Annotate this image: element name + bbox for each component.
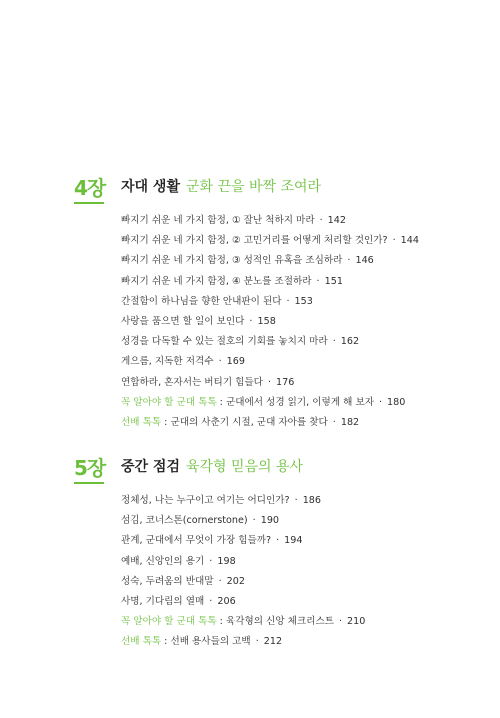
entry-page: 146	[355, 255, 374, 267]
entry-separator: ·	[316, 275, 320, 287]
toc-entry-list	[121, 211, 419, 433]
entry-page: 176	[276, 376, 295, 388]
entry-separator: ·	[218, 575, 222, 587]
toc-entry[interactable]	[121, 552, 365, 572]
entry-page: 162	[340, 336, 360, 348]
entry-separator: ·	[218, 356, 222, 368]
entry-page: 198	[217, 555, 236, 567]
chapter-title-main: 자대 생활	[121, 179, 180, 195]
toc-entry[interactable]	[121, 592, 365, 612]
toc-entry[interactable]	[121, 312, 419, 332]
entry-separator: ·	[255, 636, 259, 648]
entry-page: 206	[217, 595, 236, 607]
entry-separator: ·	[338, 616, 343, 628]
entry-separator: ·	[209, 555, 213, 567]
entry-title: 빠지기 쉬운 네 가지 함정, ④ 분노를 조절하라	[121, 275, 312, 287]
entry-page: 190	[260, 515, 280, 527]
entry-separator: ·	[392, 235, 396, 247]
entry-prefix: 꼭 알아야 할 군대 톡톡	[121, 616, 217, 628]
entry-page: 180	[387, 396, 406, 408]
chapter-number: 4장	[74, 176, 106, 200]
toc-entry[interactable]	[121, 531, 365, 551]
entry-prefix: 꼭 알아야 할 군대 톡톡	[121, 396, 217, 408]
entry-separator: ·	[286, 295, 290, 307]
entry-separator: ·	[267, 376, 272, 388]
entry-title: : 육각형의 신앙 체크리스트	[216, 616, 334, 628]
entry-title: : 선배 용사들의 고백	[161, 636, 251, 648]
entry-title: 사랑을 품으면 할 일이 보인다	[121, 315, 245, 327]
entry-title: : 군대의 사춘기 시절, 군대 자아를 찾다	[161, 416, 328, 428]
toc-entry[interactable]	[121, 612, 365, 632]
entry-prefix: 선배 톡톡	[121, 636, 162, 648]
entry-separator: ·	[252, 515, 256, 527]
chapter-title-sub: 군화 끈을 바짝 조여라	[185, 179, 322, 195]
entry-title: 성경을 다독할 수 있는 절호의 기회를 놓치지 마라	[121, 336, 328, 348]
entry-separator: ·	[209, 595, 213, 607]
toc-entry[interactable]	[121, 491, 365, 511]
entry-title: 예배, 신앙인의 용기	[121, 555, 205, 567]
entry-title: 관계, 군대에서 무엇이 가장 힘들까?	[121, 535, 272, 547]
toc-entry[interactable]	[121, 211, 419, 231]
entry-title: : 군대에서 성경 읽기, 이렇게 해 보자	[216, 396, 374, 408]
chapter-title-main: 중간 점검	[121, 459, 180, 475]
entry-prefix: 선배 톡톡	[121, 416, 162, 428]
toc-entry[interactable]	[121, 393, 419, 413]
toc-entry[interactable]	[121, 231, 419, 251]
entry-title: 게으름, 지독한 저격수	[121, 356, 214, 368]
chapter-number: 5장	[74, 456, 106, 480]
entry-title: 사명, 기다림의 열매	[121, 595, 205, 607]
toc-entry-list	[121, 491, 365, 653]
entry-page: 144	[400, 235, 419, 247]
entry-page: 212	[263, 636, 283, 648]
entry-page: 186	[302, 495, 321, 506]
entry-page: 210	[347, 616, 366, 628]
toc-entry[interactable]	[121, 292, 419, 312]
chapter-number-underline	[74, 202, 104, 204]
entry-title: 정체성, 나는 누구이고 여기는 어디인가?	[121, 495, 290, 506]
toc-entry[interactable]	[121, 632, 365, 652]
entry-page: 153	[294, 295, 313, 307]
entry-separator: ·	[332, 336, 336, 348]
entry-separator: ·	[249, 315, 253, 327]
entry-separator: ·	[276, 535, 280, 547]
entry-separator: ·	[378, 396, 383, 408]
entry-page: 169	[226, 356, 245, 368]
entry-page: 194	[284, 535, 303, 547]
entry-page: 142	[327, 215, 346, 226]
toc-entry[interactable]	[121, 511, 365, 531]
entry-title: 빠지기 쉬운 네 가지 함정, ③ 성적인 유혹을 조심하라	[121, 255, 343, 267]
entry-separator: ·	[319, 215, 323, 226]
toc-entry[interactable]	[121, 272, 419, 292]
entry-title: 섬김, 코너스톤(cornerstone)	[121, 515, 248, 527]
entry-title: 빠지기 쉬운 네 가지 함정, ① 잘난 척하지 마라	[121, 215, 315, 226]
toc-entry[interactable]	[121, 572, 365, 592]
entry-separator: ·	[294, 495, 298, 506]
entry-title: 빠지기 쉬운 네 가지 함정, ② 고민거리를 어떻게 처리할 것인가?	[121, 235, 388, 247]
entry-separator: ·	[347, 255, 351, 267]
entry-title: 간절함이 하나님을 향한 안내판이 된다	[121, 295, 282, 307]
entry-separator: ·	[332, 416, 336, 428]
toc-entry[interactable]	[121, 251, 419, 271]
chapter-number-underline	[74, 482, 104, 484]
toc-entry[interactable]	[121, 413, 419, 433]
entry-page: 151	[324, 275, 343, 287]
entry-title: 성숙, 두려움의 반대말	[121, 575, 214, 587]
entry-page: 182	[340, 416, 360, 428]
entry-page: 158	[257, 315, 276, 327]
chapter-title	[121, 176, 321, 196]
toc-entry[interactable]	[121, 332, 419, 352]
chapter-title	[121, 456, 303, 476]
entry-page: 202	[226, 575, 245, 587]
toc-entry[interactable]	[121, 352, 419, 372]
chapter-title-sub: 육각형 믿음의 용사	[185, 459, 304, 475]
entry-title: 연합하라, 혼자서는 버티기 힘들다	[121, 376, 263, 388]
toc-entry[interactable]	[121, 373, 419, 393]
